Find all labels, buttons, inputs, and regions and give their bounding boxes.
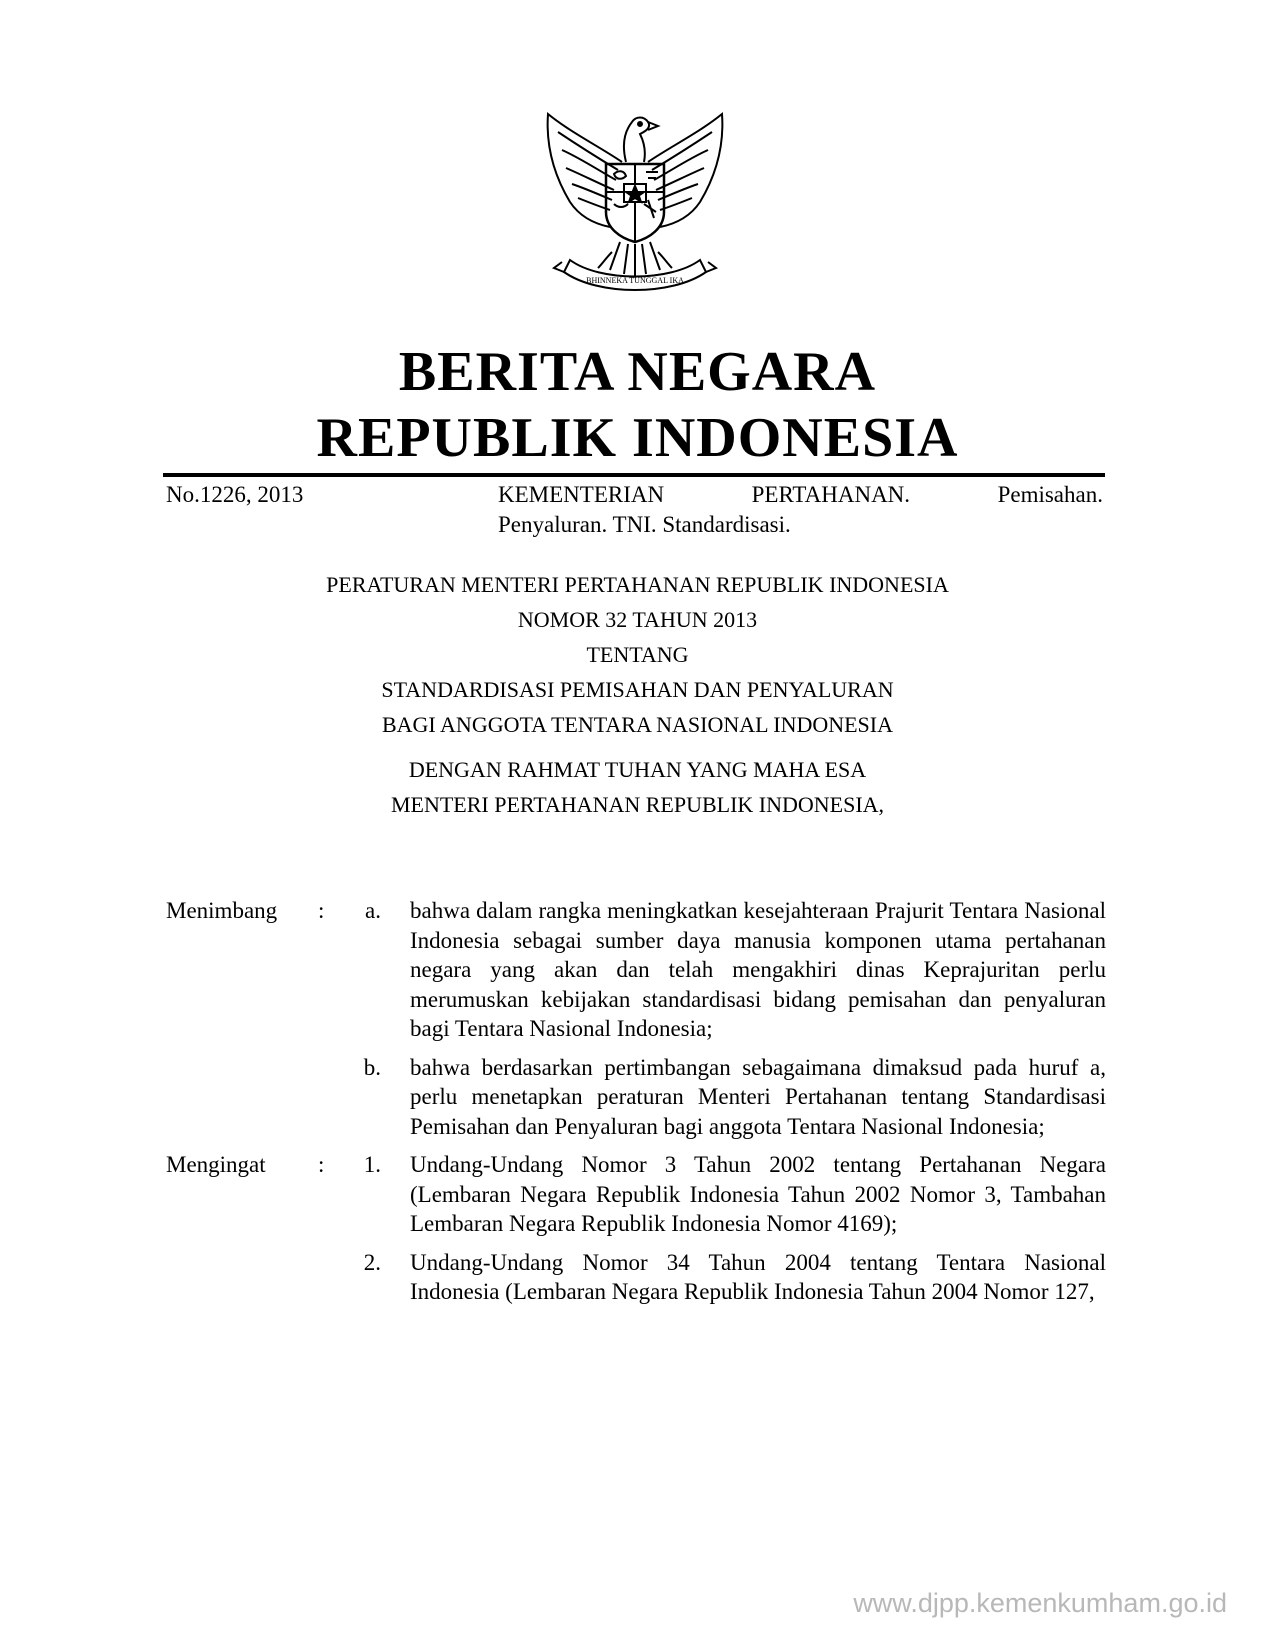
regulation-title: PERATURAN MENTERI PERTAHANAN REPUBLIK INDONESIA <box>326 572 949 597</box>
preamble-line-2: MENTERI PERTAHANAN REPUBLIK INDONESIA, <box>390 792 885 817</box>
regulation-about: TENTANG <box>586 642 689 667</box>
item-marker: 1. <box>363 1152 381 1177</box>
list-item <box>166 1053 1106 1142</box>
item-text: Undang-Undang Nomor 34 Tahun 2004 tentang Tentara Nasional Indonesia (Lembaran Negara Republik Indonesia Tahun 2004 Nomor 127, <box>410 1249 1106 1304</box>
list-item <box>166 1150 1106 1239</box>
item-marker: a. <box>365 898 381 923</box>
regulation-heading <box>0 567 1275 822</box>
colon: : <box>318 1152 325 1177</box>
item-marker: b. <box>363 1054 381 1080</box>
menimbang-label: Menimbang <box>166 898 278 923</box>
masthead-line-2: REPUBLIK INDONESIA <box>316 407 959 469</box>
regulation-subject-1: STANDARDISASI PEMISAHAN DAN PENYALURAN <box>381 677 894 702</box>
item-text: Undang-Undang Nomor 3 Tahun 2002 tentang Pertahanan Negara (Lembaran Negara Republik Indonesia Tahun 2002 Nomor 3, Tambahan Lembaran Negara Republik Indonesia Nomor 4169); <box>410 1152 1106 1236</box>
issue-desc-word: KEMENTERIAN <box>498 482 665 507</box>
mengingat-label: Mengingat <box>166 1152 266 1177</box>
regulation-number: NOMOR 32 TAHUN 2013 <box>517 607 758 632</box>
emblem-motto-text: BHINNEKA TUNGGAL IKA <box>586 276 684 285</box>
website-watermark: www.djpp.kemenkumham.go.id <box>853 1588 1227 1618</box>
issue-desc-word: Pemisahan. <box>997 482 1103 507</box>
item-text: bahwa berdasarkan pertimbangan sebagaimana dimaksud pada huruf a, perlu menetapkan peraturan Menteri Pertahanan tentang Standardisasi Pemisahan dan Penyaluran bagi anggota Tentara Nasional Indonesia; <box>410 1054 1106 1139</box>
issue-description <box>498 480 1103 540</box>
colon: : <box>318 898 325 923</box>
issue-desc-word: PERTAHANAN. <box>751 482 911 507</box>
issue-desc-line-2: Penyaluran. TNI. Standardisasi. <box>498 512 791 537</box>
preamble-line-1: DENGAN RAHMAT TUHAN YANG MAHA ESA <box>408 757 867 782</box>
garuda-pancasila-emblem-icon <box>540 92 730 302</box>
masthead-line-1: BERITA NEGARA <box>398 341 877 403</box>
masthead <box>0 340 1275 470</box>
regulation-subject-2: BAGI ANGGOTA TENTARA NASIONAL INDONESIA <box>381 712 894 737</box>
considerations-section <box>166 896 1106 1307</box>
item-marker: 2. <box>363 1249 381 1275</box>
list-item <box>166 896 1106 1044</box>
list-item <box>166 1248 1106 1307</box>
masthead-divider <box>163 473 1105 477</box>
issue-number: No.1226, 2013 <box>166 482 304 507</box>
item-text: bahwa dalam rangka meningkatkan kesejahteraan Prajurit Tentara Nasional Indonesia sebagai sumber daya manusia komponen utama pertahanan negara yang akan dan telah mengakhiri dinas Keprajuritan perlu merumuskan kebijakan standardisasi bidang pemisahan dan penyaluran bagi Tentara Nasional Indonesia; <box>410 898 1106 1041</box>
